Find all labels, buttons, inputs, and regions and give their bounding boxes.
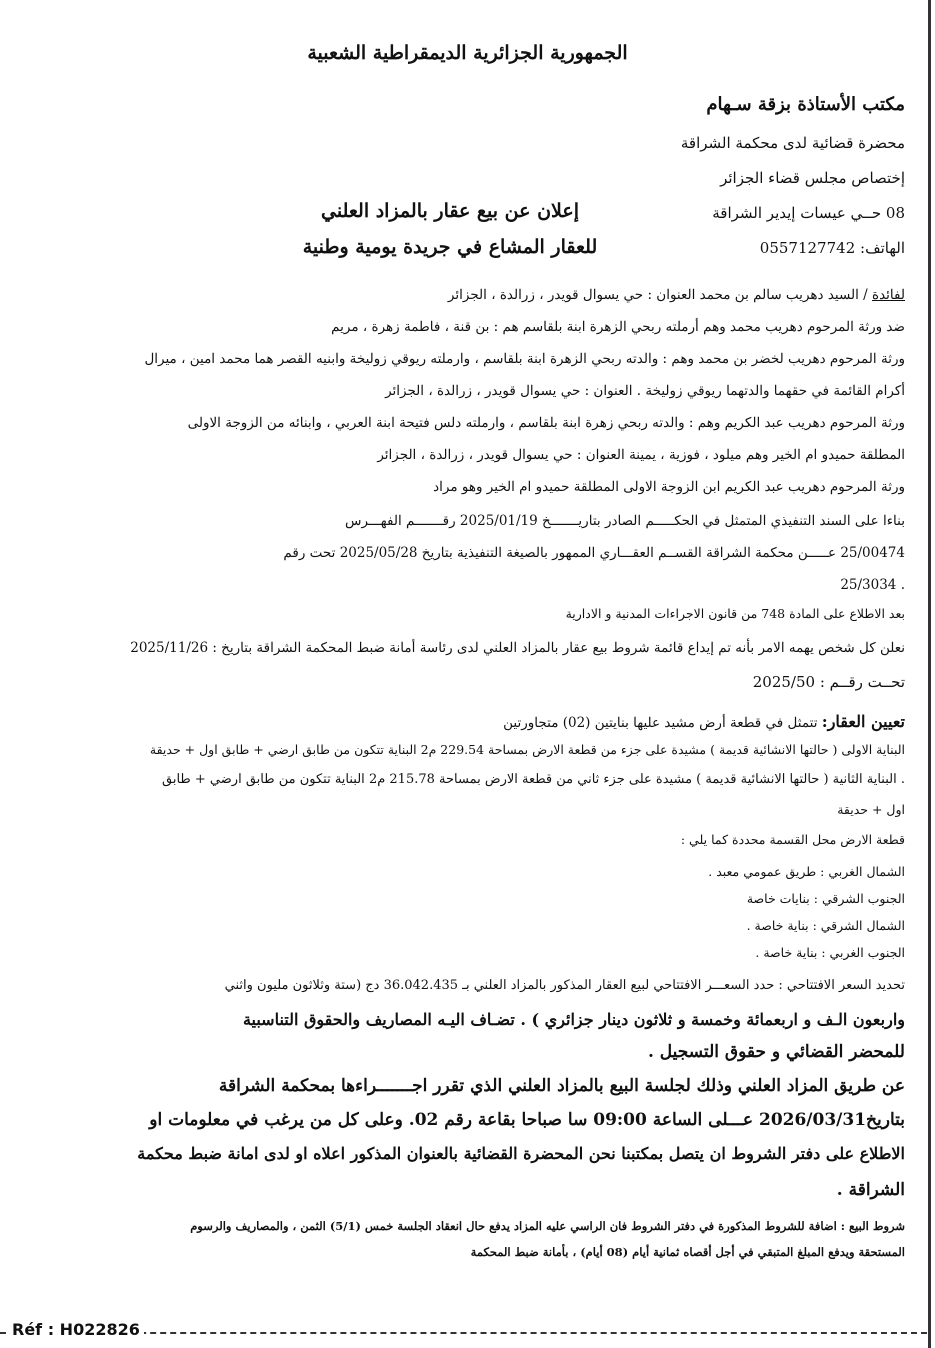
property-intro — [55, 712, 905, 733]
basis-line: بناءا على السند التنفيذي المتمثل في الحكـــــم الصادر بتاريـــــــخ 2025/01/19 رقـــــــم الفهـــرس — [344, 513, 905, 529]
beneficiary-line — [55, 285, 905, 305]
office-address: 08 حــي عيسات إيدير الشراقة — [712, 204, 905, 222]
office-jurisdiction: إختصاص مجلس قضاء الجزائر — [720, 169, 905, 187]
republic-title: الجمهورية الجزائرية الديمقراطية الشعبية — [307, 42, 628, 64]
bound-item: الجنوب الغربي : بناية خاصة . — [755, 945, 905, 960]
basis-line: 25/00474 عـــــن محكمة الشراقة القســم العقـــاري الممهور بالصيغة التنفيذية بتاريخ 2025/05/28 تحت رقم — [283, 545, 905, 561]
auction-line: الشراقة . — [836, 1180, 905, 1200]
building-1: البناية الاولى ( حالتها الانشائية قديمة ) مشيدة على جزء من قطعة الارض بمساحة 229.54 م2 البناية تتكون من طابق ارضي + طابق اول + حديقة — [149, 742, 905, 757]
office-role: محضرة قضائية لدى محكمة الشراقة — [680, 134, 905, 152]
property-intro-text: تتمثل في قطعة أرض مشيد عليها بنايتين (02) متجاورتين — [503, 715, 822, 731]
bounds-intro: قطعة الارض محل القسمة محددة كما يلي : — [680, 832, 905, 847]
announcement-subtitle: للعقار المشاع في جريدة يومية وطنية — [302, 236, 598, 258]
price-line: للمحضر القضائي و حقوق التسجيل . — [647, 1042, 905, 1062]
basis-line: نعلن كل شخص يهمه الامر بأنه تم إيداع قائمة شروط بيع عقار بالمزاد العلني لدى رئاسة أمانة ضبط المحكمة الشراقة بتاريخ : 2025/11/26 — [130, 640, 905, 656]
basis-line: . 25/3034 — [840, 577, 905, 593]
bound-item: الشمال الشرقي : بناية خاصة . — [746, 918, 905, 933]
price-line: واربعون الـف و اربعمائة وخمسة و ثلاثون دينار جزائري ) . تضـاف اليـه المصاريف والحقوق التناسبية — [242, 1010, 905, 1029]
property-label: تعيين العقار: — [821, 712, 905, 731]
auction-line: الاطلاع على دفتر الشروط ان يتصل بمكتبنا نحن المحضرة القضائية بالعنوان المذكور اعلاه او لدى امانة ضبط محكمة — [137, 1144, 905, 1163]
page-edge — [928, 0, 931, 1348]
announcement-title: إعلان عن بيع عقار بالمزاد العلني — [321, 200, 579, 222]
parties-line: ورثة المرحوم دهريب عبد الكريم وهم : والدته ربحي زهرة ابنة بلقاسم ، وارملته دلس فتيحة ابنة العربي ، وابنائه من الزوجة الاولى — [187, 415, 905, 431]
building-2-cont: اول + حديقة — [837, 802, 905, 817]
reference-number: Réf : H022826 — [8, 1320, 144, 1339]
phone-label: الهاتف: — [860, 239, 905, 257]
office-name: مكتب الأستاذة بزقة سـهام — [706, 94, 905, 115]
bound-item: الجنوب الشرقي : بنايات خاصة — [746, 891, 905, 906]
parties-line: ورثة المرحوم دهريب عبد الكريم ابن الزوجة الاولى المطلقة حميدو ام الخير وهو مراد — [433, 479, 905, 495]
phone-number: 0557127742 — [759, 239, 856, 257]
parties-line: ورثة المرحوم دهريب لخضر بن محمد وهم : والدته ربحي الزهرة ابنة بلقاسم ، وارملته ريوقي زوليخة وابنيه القصر هما محمد امين ، ميرال — [144, 351, 905, 367]
basis-line: بعد الاطلاع على المادة 748 من قانون الاجراءات المدنية و الادارية — [565, 606, 905, 621]
basis-line: تحــت رقــم : 2025/50 — [752, 673, 905, 691]
auction-line: عن طريق المزاد العلني وذلك لجلسة البيع بالمزاد العلني الذي تقرر اجـــــــراءها بمحكمة الشراقة — [218, 1076, 905, 1096]
parties-line: أكرام القائمة في حقهما والدتهما ريوقي زوليخة . العنوان : حي يسوال قويدر ، زرالدة ، الجزائر — [385, 383, 905, 399]
conditions-line: شروط البيع : اضافة للشروط المذكورة في دفتر الشروط فان الراسي عليه المزاد يدفع حال انعقاد الجلسة خمس (5/1) الثمن ، والمصاريف والرسوم — [190, 1219, 905, 1233]
bound-item: الشمال الغربي : طريق عمومي معبد . — [708, 864, 905, 879]
auction-line: بتاريخ2026/03/31 عـــلى الساعة 09:00 سا صباحا بقاعة رقم 02. وعلى كل من يرغب في معلومات او — [149, 1110, 905, 1130]
conditions-line: المستحقة ويدفع المبلغ المتبقي في أجل أقصاه ثمانية أيام (08 أيام) ، بأمانة ضبط المحكمة — [470, 1245, 905, 1259]
price-line: تحديد السعر الافتتاحي : حدد السعـــر الافتتاحي لبيع العقار المذكور بالمزاد العلني بـ 36.042.435 دج (ستة وثلاثون مليون واثني — [224, 978, 905, 993]
beneficiary-label: لفائدة — [872, 287, 905, 303]
building-2: . البناية الثانية ( حالتها الانشائية قديمة ) مشيدة على جزء ثاني من قطعة الارض بمساحة 215.78 م2 البناية تتكون من طابق ارضي + طابق — [162, 772, 905, 787]
parties-line: المطلقة حميدو ام الخير وهم ميلود ، فوزية ، يمينة العنوان : حي يسوال قويدر ، زرالدة ، الجزائر — [377, 447, 905, 463]
parties-line: ضد ورثة المرحوم دهريب محمد وهم أرملته ربحي الزهرة ابنة بلقاسم هم : بن قنة ، فاطمة زهرة ، مريم — [331, 319, 905, 335]
beneficiary-text: / السيد دهريب سالم بن محمد العنوان : حي يسوال قويدر ، زرالدة ، الجزائر — [447, 287, 873, 303]
